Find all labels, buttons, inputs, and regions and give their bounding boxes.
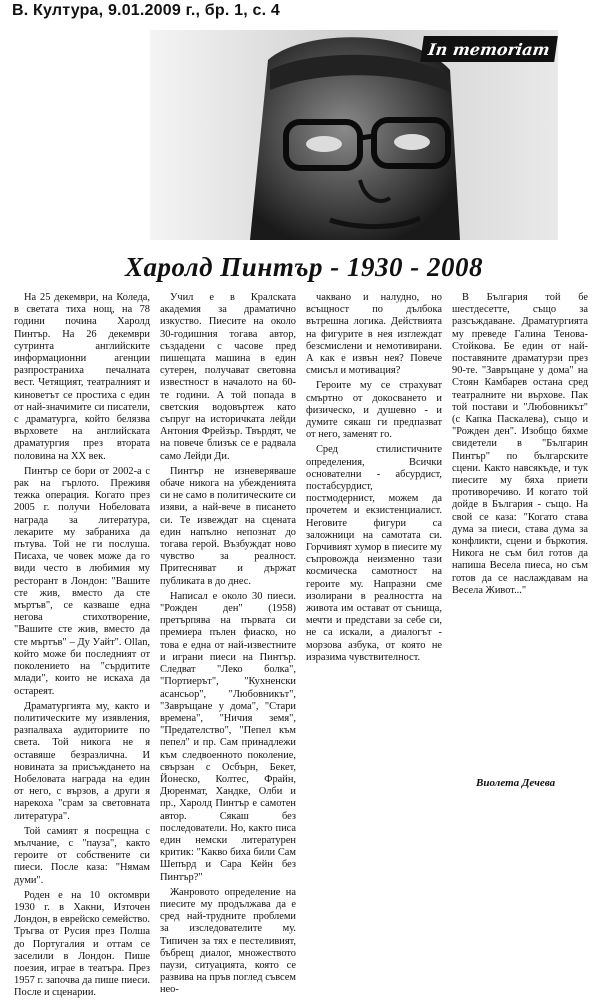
paragraph: Роден е на 10 октомври 1930 г. в Хакни, Източен Лондон, в еврейско семейство. Тръгва от Русия през Полша до Португалия и оттам се заселили в Лондон. Пише поезия, играе в театъра. През 1957 г. започва да пише пиеси. После и сценарии. <box>14 889 150 999</box>
paragraph: Пинтър не изневеряваше обаче никога на убежденията си не само в политическите си изяви, а най-вече в писането си. Те извеждат на сцената един напълно непознат до тогава герой. Възбуждат ново чувство за реалност. Притесняват и държат публиката в до днес. <box>160 465 296 587</box>
paragraph: Драматургията му, както и политическите му изявления, разпалваха аудиториите по света. Той никога не я оставяше безразлична. И новината за присъждането на Нобеловата награда на един от него, с вързов, а други я нарекоха "срам за световната литература". <box>14 700 150 822</box>
paragraph: Той самият я посрещна с мълчание, с "пауза", както героите от собствените си пиеси. После каза: "Нямам думи". <box>14 825 150 886</box>
column-1 <box>14 292 150 999</box>
paragraph: В България той бе шестдесетте, също за разсъждаване. Драматургията му преведе Галина Тенова-Стойкова. Бе един от най-поставяните драматурзи през 90-те. "Завръщане у дома" на Стоян Камбарев остана сред театралните ни върхове. Пак той постави и "Любовникът" (с Капка Паскалева), също и "Рожден ден". Изобщо бяхме свидетели в "Българин Пинтър" по българските сцени. Както навсякъде, и тук пиесите му бяха приети противоречиво. И когато той дойде в България - също. На свой се каза: "Когато става дума за пиеси, става дума за конфликти, сцени и бъркотия. Никога не съм бил готов да напиша Весела пиеса, но съм готов да се наслаждавам на Весела Живот..." <box>452 292 588 596</box>
column-2 <box>160 292 296 996</box>
paragraph: Сред стилистичните определения, Всички основателни - абсурдист, постабсурдист, постмодернист, можем да прочетем и екзистенциалист. Неговите фигури са заложници на самотата си. Горчивият хумор в пиесите му съпровожда неизменно тази космическа самотност на героите му. Напразни сме изолирани в реалността на живота им остават от сънища, мечти и представи за себе си, не са искали, а диалогът - морзова азбука, от която не изразима чувствителност. <box>306 444 442 663</box>
publication-source: В. Култура, 9.01.2009 г., бр. 1, с. 4 <box>12 2 280 19</box>
paragraph: чаквано и налудно, но всъщност по дълбока вътрешна логика. Действията на фигурите в нея изглеждат безсмислени и немотивирани. А как е извън нея? Повече смисъл и мотивация? <box>306 292 442 377</box>
paragraph: Героите му се страхуват смъртно от докосването и физическо, и душевно - и думите сякаш ги предпазват от него, заменят го. <box>306 380 442 441</box>
paragraph: Написал е около 30 пиеси. "Рожден ден" (1958) претърпява на първата си премиера пълен фиаско, но това е една от най-известните и играни пиеси на Пинтър. Следват "Леко болка", "Портиерът", "Кухненски асансьор", "Любовникът", "Завръщане у дома", "Стари времена", "Ничия земя", "Предателство", "Пепел към пепел" и пр. Сам принадлежи към следвоенното поколение, свързан с Осбърн, Бекет, Йонеско, Колтес, Фрайн, Дюренмат, Хандке, Олби и пр., Харолд Пинтър е самотен автор. Сякаш без последователи. Но, както писа един немски литературен критик: "Какво биха били Сам Шепърд и Сара Кейн без Пинтър?" <box>160 590 296 883</box>
paragraph: Учил е в Кралската академия за драматично изкуство. Пиесите на около 30-годишния тогава автор, създадени с часове пред пишещата машина в един сутерен, получават световна известност в началото на 60-те години. А той попада в светския водовъртеж като съпруг на историчката лейди Антония Фрейзър. Твърдят, че на повече близък се е радвала само Лейди Ди. <box>160 292 296 462</box>
paragraph: Пинтър се бори от 2002-а с рак на гърлото. Преживя тежка операция. Когато през 2005 г. получи Нобеловата награда за литература, лекарите му забраниха да пътува. Той не ги послуша. Писаха, че човек може да го види често в любимия му ресторант в Лондон: "Вашите сте жив, вместо да сте мъртъв", се казваше една негова стихотворение, "Вашите сте жив, вместо да сте мъртъв" – Ду Уайт". Ollan, който може би последният от поколението на "сърдитите млади", които не искаха да остареят. <box>14 465 150 697</box>
in-memoriam-label: In memoriam <box>420 36 558 62</box>
article-headline: Харолд Пинтър - 1930 - 2008 <box>124 252 484 282</box>
column-3 <box>306 292 442 792</box>
author-signature: Виолета Дечева <box>476 777 556 789</box>
column-4 <box>452 292 588 792</box>
paragraph: На 25 декември, на Коледа, в светата тиха нощ, на 78 години почина Харолд Пинтър. На 26 декември сутринта английските информационни агенции разпространиха печалната вест. Четящият, театралният и киноветът се простиха с един от най-значимите си писатели, с драматурга, който белязва върховете на английската драматургия през втората половина на XX век. <box>14 292 150 462</box>
article-body <box>14 292 592 999</box>
paragraph: Жанровото определение на пиесите му продължава да е сред най-трудните проблеми за изследователите му. Типичен за тях е пестеливият, бъбрещ диалог, множеството паузи, ситуацията, която се развива на пръв поглед съвсем нео- <box>160 886 296 996</box>
